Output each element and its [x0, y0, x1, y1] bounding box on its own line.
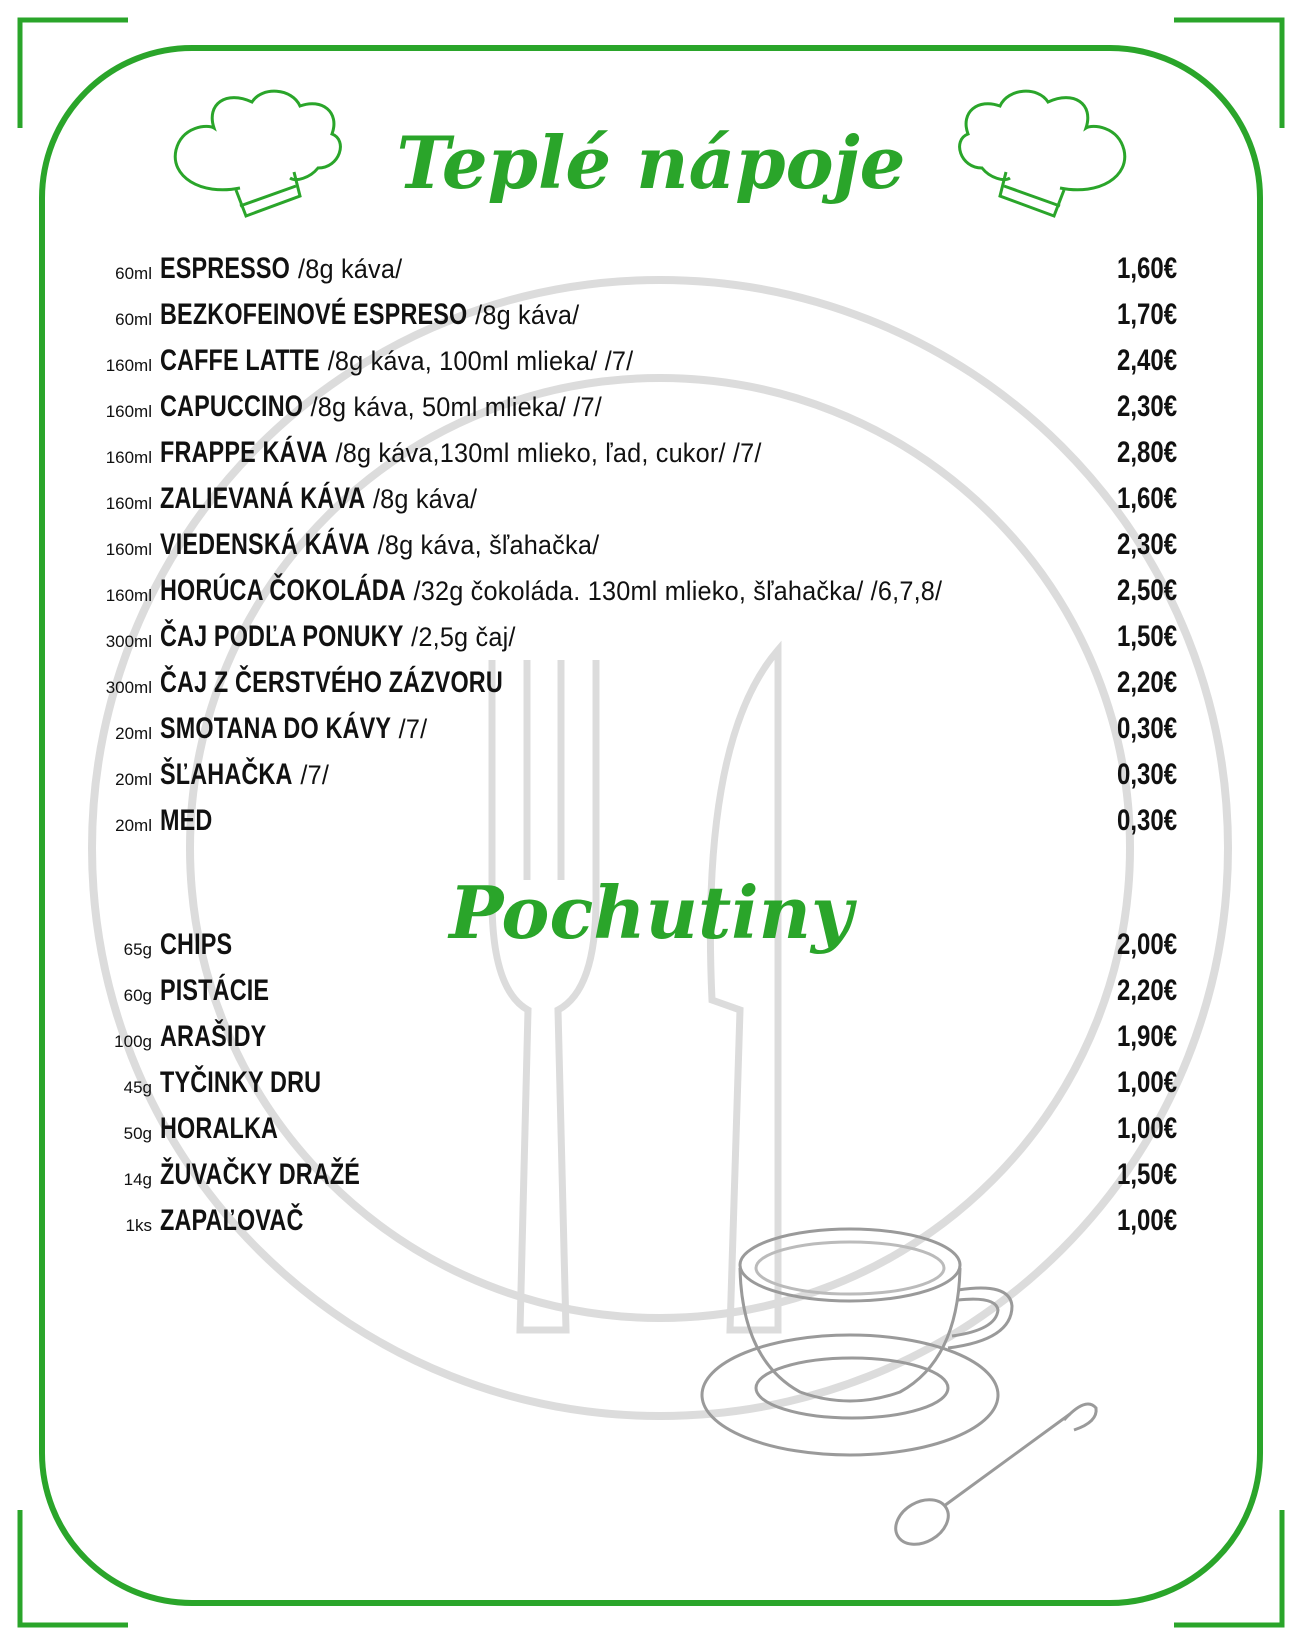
menu-item-title: ARAŠIDY [160, 1020, 267, 1053]
menu-item-title: FRAPPE KÁVA [160, 436, 328, 469]
menu-item-quantity: 65g [123, 940, 152, 959]
menu-item [0, 476, 1302, 520]
menu-item-name [160, 528, 600, 562]
menu-item-price: 2,00€ [1116, 928, 1177, 961]
menu-item-title: ČAJ PODĽA PONUKY [160, 620, 404, 653]
menu-item-description: /8g káva,130ml mlieko, ľad, cukor/ /7/ [335, 438, 762, 468]
menu-item-description: /8g káva/ [297, 254, 403, 284]
menu-item-name [160, 974, 269, 1008]
menu-item-quantity: 60g [123, 986, 152, 1005]
menu-item-description: /8g káva, šľahačka/ [377, 530, 600, 560]
menu-item [0, 968, 1302, 1012]
menu-item-price: 1,60€ [1116, 482, 1177, 515]
menu-item-price: 2,50€ [1116, 574, 1177, 607]
menu-item-title: ŽUVAČKY DRAŽÉ [160, 1158, 361, 1191]
menu-item-quantity: 60ml [115, 310, 152, 329]
menu-item [0, 430, 1302, 474]
menu-item-price: 2,20€ [1116, 974, 1177, 1007]
menu-item-quantity: 160ml [105, 402, 152, 421]
menu-item-name [160, 436, 762, 470]
menu-item-title: TYČINKY DRU [160, 1066, 322, 1099]
menu-item-description: /2,5g čaj/ [411, 622, 516, 652]
menu-item-quantity: 20ml [115, 816, 152, 835]
menu-item-name [160, 1020, 266, 1054]
menu-item-name [160, 482, 478, 516]
menu-item [0, 1106, 1302, 1150]
menu-item-name [160, 804, 212, 838]
menu-item-name [160, 1112, 278, 1146]
menu-item-description: /8g káva, 100ml mlieka/ /7/ [327, 346, 634, 376]
menu-item [0, 522, 1302, 566]
menu-item-title: CAFFE LATTE [160, 344, 320, 377]
menu-item-name [160, 1066, 321, 1100]
menu-item-price: 0,30€ [1116, 712, 1177, 745]
menu-item-name [160, 666, 503, 700]
menu-item-price: 0,30€ [1116, 804, 1177, 837]
menu-item-title: ZAPAĽOVAČ [160, 1204, 304, 1237]
section-title-hot-drinks: Teplé nápoje [396, 120, 906, 205]
menu-item-quantity: 14g [123, 1170, 152, 1189]
menu-item-quantity: 20ml [115, 724, 152, 743]
menu-item-quantity: 100g [114, 1032, 152, 1051]
menu-item-quantity: 160ml [105, 356, 152, 375]
menu-item-quantity: 60ml [115, 264, 152, 283]
menu-item-price: 2,40€ [1116, 344, 1177, 377]
menu-item-name [160, 1204, 304, 1238]
menu-item-price: 1,00€ [1116, 1204, 1177, 1237]
menu-item [0, 706, 1302, 750]
menu-item-description: /32g čokoláda. 130ml mlieko, šľahačka/ /6,7,8/ [413, 576, 943, 606]
menu-item [0, 922, 1302, 966]
menu-item-price: 1,50€ [1116, 620, 1177, 653]
menu-item [0, 1060, 1302, 1104]
menu-item-name [160, 390, 603, 424]
menu-item [0, 292, 1302, 336]
menu-item [0, 1198, 1302, 1242]
menu-item [0, 568, 1302, 612]
menu-item-title: CHIPS [160, 928, 233, 961]
menu-item-price: 1,60€ [1116, 252, 1177, 285]
menu-item [0, 798, 1302, 842]
menu-item-description: /8g káva/ [475, 300, 580, 330]
menu-item-title: ESPRESSO [160, 252, 291, 285]
menu-item-title: ZALIEVANÁ KÁVA [160, 482, 366, 515]
menu-item-title: HORALKA [160, 1112, 279, 1145]
menu-item [0, 384, 1302, 428]
menu-item-title: ČAJ Z ČERSTVÉHO ZÁZVORU [160, 666, 503, 699]
menu-item-name [160, 1158, 360, 1192]
menu-item-quantity: 1ks [125, 1216, 152, 1235]
menu-item [0, 1014, 1302, 1058]
menu-item [0, 614, 1302, 658]
menu-item-title: CAPUCCINO [160, 390, 304, 423]
menu-item-title: SMOTANA DO KÁVY [160, 712, 392, 745]
menu-item-name [160, 252, 403, 286]
menu-item-title: BEZKOFEINOVÉ ESPRESO [160, 298, 468, 331]
menu-item-title: VIEDENSKÁ KÁVA [160, 528, 370, 561]
menu-item-price: 2,30€ [1116, 528, 1177, 561]
section-title-snacks: Pochutiny [449, 870, 853, 955]
menu-item-description: /7/ [398, 714, 428, 744]
menu-item [0, 246, 1302, 290]
menu-item-price: 1,00€ [1116, 1112, 1177, 1145]
menu-item [0, 660, 1302, 704]
menu-item-price: 2,30€ [1116, 390, 1177, 423]
menu-item-title: ŠĽAHAČKA [160, 758, 293, 791]
menu-item [0, 752, 1302, 796]
menu-item-name [160, 758, 330, 792]
menu-item-quantity: 160ml [105, 540, 152, 559]
menu-item-title: MED [160, 804, 213, 837]
menu-item-description: /8g káva/ [373, 484, 478, 514]
menu-item-quantity: 160ml [105, 448, 152, 467]
menu-item-name [160, 712, 428, 746]
menu-item-quantity: 50g [123, 1124, 152, 1143]
menu-item-title: HORÚCA ČOKOLÁDA [160, 574, 406, 607]
menu-item-quantity: 300ml [105, 632, 152, 651]
menu-item-price: 1,00€ [1116, 1066, 1177, 1099]
menu-item-price: 1,90€ [1116, 1020, 1177, 1053]
menu-item [0, 338, 1302, 382]
menu-item-quantity: 20ml [115, 770, 152, 789]
menu-item-title: PISTÁCIE [160, 974, 270, 1007]
menu-item-quantity: 300ml [105, 678, 152, 697]
menu-item-description: /7/ [300, 760, 330, 790]
menu-item-quantity: 160ml [105, 586, 152, 605]
menu-item-name [160, 574, 943, 608]
menu-item-name [160, 620, 516, 654]
menu-item-price: 1,50€ [1116, 1158, 1177, 1191]
menu-item-quantity: 45g [123, 1078, 152, 1097]
menu-item-price: 1,70€ [1116, 298, 1177, 331]
menu-item-name [160, 344, 634, 378]
menu-item [0, 1152, 1302, 1196]
menu-item-description: /8g káva, 50ml mlieka/ /7/ [310, 392, 603, 422]
menu-item-price: 0,30€ [1116, 758, 1177, 791]
menu-item-price: 2,20€ [1116, 666, 1177, 699]
menu-item-price: 2,80€ [1116, 436, 1177, 469]
menu-item-quantity: 160ml [105, 494, 152, 513]
menu-item-name [160, 928, 232, 962]
menu-item-name [160, 298, 580, 332]
